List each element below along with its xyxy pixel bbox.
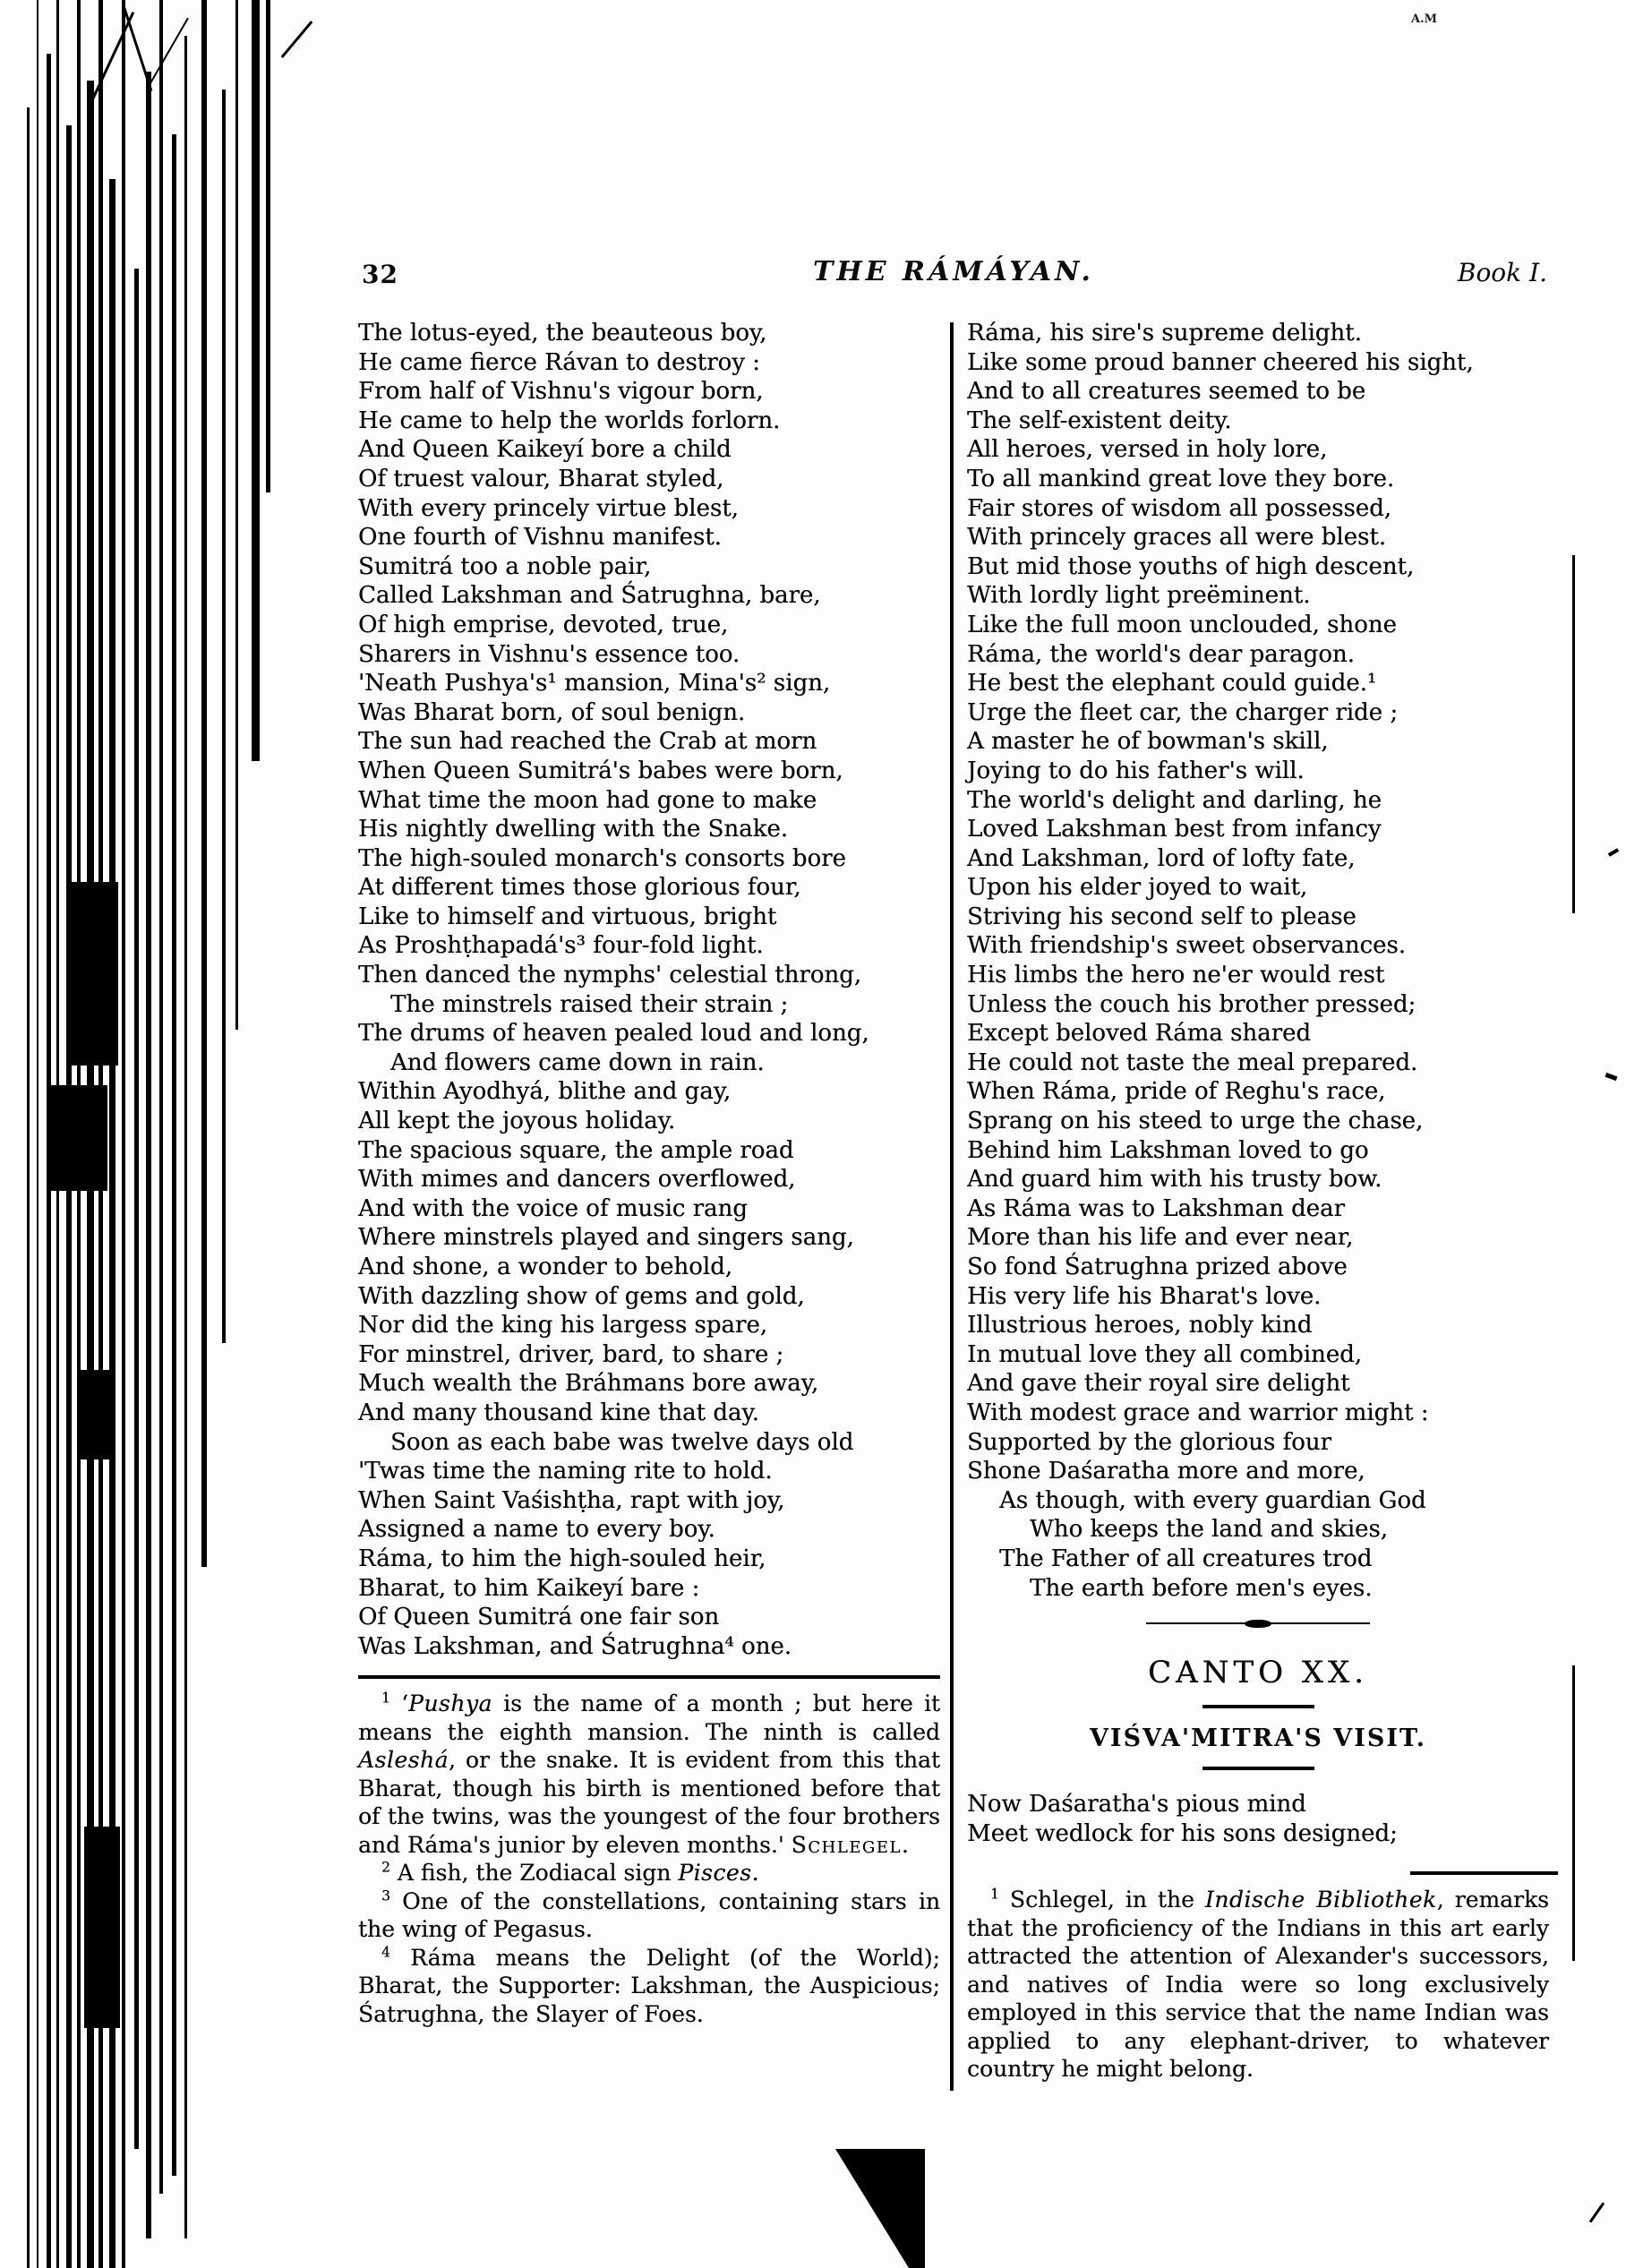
poem-line: And flowers came down in rain. bbox=[390, 1048, 765, 1076]
poem-line: The spacious square, the ample road bbox=[358, 1136, 794, 1164]
poem-line: From half of Vishnu's vigour born, bbox=[358, 378, 764, 406]
poem-line: Of high emprise, devoted, true, bbox=[358, 611, 729, 638]
poem-line: And many thousand kine that day. bbox=[358, 1399, 759, 1426]
poem-line: And Lakshman, lord of lofty fate, bbox=[967, 844, 1356, 872]
poem-line: With lordly light preëminent. bbox=[967, 582, 1311, 610]
running-header bbox=[358, 256, 1549, 294]
poem-line: Where minstrels played and singers sang, bbox=[358, 1224, 854, 1252]
left-footnotes bbox=[358, 1690, 940, 2028]
poem-line: Was Lakshman, and Śatrughna⁴ one. bbox=[358, 1632, 792, 1660]
poem-line: Supported by the glorious four bbox=[967, 1428, 1331, 1456]
poem-line: Ráma, to him the high-souled heir, bbox=[358, 1545, 766, 1572]
poem-line: As though, with every guardian God bbox=[999, 1486, 1426, 1514]
poem-line: Ráma, his sire's supreme delight. bbox=[967, 320, 1362, 347]
footnote: $^1$ ‘Pushya is the name of a month ; but here it means the eighth mansion. The ninth is called Asleshá, or the snake. It is evident from this that Bharat, though his birth is mentioned before that of the twins, was the youngest of the four brothers and Ráma's junior by eleven months.' Schlegel. bbox=[358, 1690, 940, 1858]
footnote-separator-left bbox=[358, 1675, 940, 1679]
poem-line: As Ráma was to Lakshman dear bbox=[967, 1194, 1345, 1222]
poem-line: Of Queen Sumitrá one fair son bbox=[358, 1604, 720, 1631]
poem-line: Except beloved Ráma shared bbox=[967, 1020, 1312, 1048]
poem-line: Then danced the nymphs' celestial throng, bbox=[358, 962, 862, 989]
heading-rule-bottom bbox=[1202, 1767, 1314, 1770]
poem-line: Sharers in Vishnu's essence too. bbox=[358, 640, 740, 668]
right-column-poem bbox=[967, 319, 1549, 1603]
poem-line: 'Twas time the naming rite to hold. bbox=[358, 1458, 773, 1485]
poem-line: In mutual love they all combined, bbox=[967, 1340, 1363, 1368]
poem-line: Sumitrá too a noble pair, bbox=[358, 552, 652, 580]
book-label: Book I. bbox=[1457, 258, 1547, 287]
poem-line: The minstrels raised their strain ; bbox=[390, 990, 789, 1018]
poem-line: Bharat, to him Kaikeyí bare : bbox=[358, 1574, 700, 1602]
poem-line: The world's delight and darling, he bbox=[967, 786, 1382, 814]
poem-line: Ráma, the world's dear paragon. bbox=[967, 640, 1355, 668]
poem-line: Much wealth the Bráhmans bore away, bbox=[358, 1370, 819, 1398]
poem-line: One fourth of Vishnu manifest. bbox=[358, 524, 722, 552]
poem-line: As Proshṭhapadá's³ four-fold light. bbox=[358, 932, 764, 960]
poem-line: Soon as each babe was twelve days old bbox=[390, 1428, 854, 1456]
poem-line: Loved Lakshman best from infancy bbox=[967, 816, 1382, 843]
poem-line: With princely graces all were blest. bbox=[967, 524, 1387, 552]
poem-line: Urge the fleet car, the charger ride ; bbox=[967, 698, 1399, 726]
poem-line: The self-existent deity. bbox=[967, 407, 1232, 434]
poem-line: Assigned a name to every boy. bbox=[358, 1516, 715, 1544]
poem-line: Like some proud banner cheered his sight, bbox=[967, 348, 1474, 376]
poem-line: And gave their royal sire delight bbox=[967, 1370, 1350, 1398]
poem-line: Sprang on his steed to urge the chase, bbox=[967, 1108, 1424, 1135]
poem-line: Of truest valour, Bharat styled, bbox=[358, 465, 724, 492]
poem-line: And to all creatures seemed to be bbox=[967, 378, 1366, 406]
poem-line: All heroes, versed in holy lore, bbox=[967, 436, 1328, 464]
poem-line: What time the moon had gone to make bbox=[358, 786, 817, 814]
poem-line: Striving his second self to please bbox=[967, 903, 1356, 930]
footnote: $^1$ Schlegel, in the Indische Bibliothek, remarks that the proficiency of the Indians in this art early attracted the attention of Alexander's successors, and natives of India were so long exclusively employed in this service that the name Indian was applied to any elephant-driver, to whatever country he might belong. bbox=[967, 1886, 1549, 2083]
corner-smudge: A.M bbox=[1411, 13, 1438, 26]
poem-line: Illustrious heroes, nobly kind bbox=[967, 1312, 1313, 1339]
poem-line: The high-souled monarch's consorts bore bbox=[358, 844, 846, 872]
poem-line: His limbs the hero ne'er would rest bbox=[967, 962, 1385, 989]
poem-line: His nightly dwelling with the Snake. bbox=[358, 816, 788, 843]
poem-line: Who keeps the land and skies, bbox=[1030, 1516, 1389, 1544]
poem-line: And shone, a wonder to behold, bbox=[358, 1254, 732, 1280]
canto-opening-lines bbox=[967, 1790, 1549, 1848]
poem-line: Meet wedlock for his sons designed; bbox=[967, 1819, 1398, 1847]
poem-line: Like the full moon unclouded, shone bbox=[967, 611, 1397, 638]
poem-line: Shone Daśaratha more and more, bbox=[967, 1458, 1365, 1485]
poem-line: Now Daśaratha's pious mind bbox=[967, 1791, 1306, 1819]
poem-line: For minstrel, driver, bard, to share ; bbox=[358, 1340, 784, 1368]
footnote-separator-right bbox=[1410, 1871, 1558, 1875]
poem-line: And guard him with his trusty bow. bbox=[967, 1166, 1382, 1194]
right-column bbox=[967, 319, 1549, 2084]
poem-line: When Saint Vaśishṭha, rapt with joy, bbox=[358, 1486, 785, 1514]
poem-line: Joying to do his father's will. bbox=[967, 757, 1305, 784]
canto-divider-ornament bbox=[1146, 1622, 1370, 1624]
poem-line: He came to help the worlds forlorn. bbox=[358, 407, 781, 434]
poem-line: Upon his elder joyed to wait, bbox=[967, 874, 1308, 902]
poem-line: Nor did the king his largess spare, bbox=[358, 1312, 767, 1339]
poem-line: The Father of all creatures trod bbox=[999, 1545, 1373, 1572]
poem-line: He best the elephant could guide.¹ bbox=[967, 670, 1377, 698]
poem-line: Behind him Lakshman loved to go bbox=[967, 1136, 1369, 1164]
poem-line: The drums of heaven pealed loud and long, bbox=[358, 1020, 869, 1048]
right-footnote bbox=[967, 1886, 1549, 2084]
poem-line: 'Neath Pushya's¹ mansion, Mina's² sign, bbox=[358, 670, 831, 698]
poem-line: More than his life and ever near, bbox=[967, 1224, 1354, 1252]
poem-line: When Queen Sumitrá's babes were born, bbox=[358, 757, 843, 784]
poem-line: So fond Śatrughna prized above bbox=[967, 1254, 1348, 1280]
poem-line: Within Ayodhyá, blithe and gay, bbox=[358, 1078, 732, 1106]
poem-line: With every princely virtue blest, bbox=[358, 494, 739, 522]
poem-line: With modest grace and warrior might : bbox=[967, 1399, 1429, 1426]
poem-line: The lotus-eyed, the beauteous boy, bbox=[358, 320, 767, 347]
poem-line: And Queen Kaikeyí bore a child bbox=[358, 436, 732, 464]
footnote: $^2$ A fish, the Zodiacal sign Pisces. bbox=[381, 1859, 759, 1887]
left-column-poem bbox=[358, 319, 940, 1661]
poem-line: Was Bharat born, of soul benign. bbox=[358, 698, 746, 726]
poem-line: His very life his Bharat's love. bbox=[967, 1282, 1322, 1310]
poem-line: With friendship's sweet observances. bbox=[967, 932, 1407, 960]
poem-line: But mid those youths of high descent, bbox=[967, 552, 1415, 580]
poem-line: He could not taste the meal prepared. bbox=[967, 1048, 1418, 1076]
canto-heading: CANTO XX. bbox=[1148, 1655, 1368, 1691]
canto-subheading: VIŚVA'MITRA'S VISIT. bbox=[1089, 1725, 1427, 1753]
footnote: $^3$ One of the constellations, containing stars in the wing of Pegasus. bbox=[358, 1887, 940, 1943]
ink-blot bbox=[835, 2149, 925, 2268]
poem-line: Fair stores of wisdom all possessed, bbox=[967, 494, 1392, 522]
footnote: $^4$ Ráma means the Delight (of the World); Bharat, the Supporter: Lakshman, the Auspicious; Śatrughna, the Slayer of Foes. bbox=[358, 1944, 940, 2027]
poem-line: Like to himself and virtuous, bright bbox=[358, 903, 777, 930]
poem-line: All kept the joyous holiday. bbox=[358, 1108, 676, 1135]
heading-rule-top bbox=[1202, 1705, 1314, 1708]
page-number: 32 bbox=[362, 260, 398, 289]
poem-line: When Ráma, pride of Reghu's race, bbox=[967, 1078, 1386, 1106]
poem-line: To all mankind great love they bore. bbox=[967, 465, 1395, 492]
running-title: THE RÁMÁYAN. bbox=[813, 256, 1094, 287]
poem-line: A master he of bowman's skill, bbox=[967, 728, 1329, 756]
left-column bbox=[358, 319, 940, 2028]
poem-line: And with the voice of music rang bbox=[358, 1194, 748, 1222]
poem-line: The earth before men's eyes. bbox=[1030, 1574, 1373, 1602]
poem-line: With dazzling show of gems and gold, bbox=[358, 1282, 805, 1310]
poem-line: Called Lakshman and Śatrughna, bare, bbox=[358, 582, 821, 610]
poem-line: He came fierce Rávan to destroy : bbox=[358, 348, 760, 376]
poem-line: At different times those glorious four, bbox=[358, 874, 801, 902]
column-divider-rule bbox=[950, 322, 954, 2091]
poem-line: With mimes and dancers overflowed, bbox=[358, 1166, 796, 1194]
poem-line: The sun had reached the Crab at morn bbox=[358, 728, 817, 756]
poem-line: Unless the couch his brother pressed; bbox=[967, 990, 1416, 1018]
